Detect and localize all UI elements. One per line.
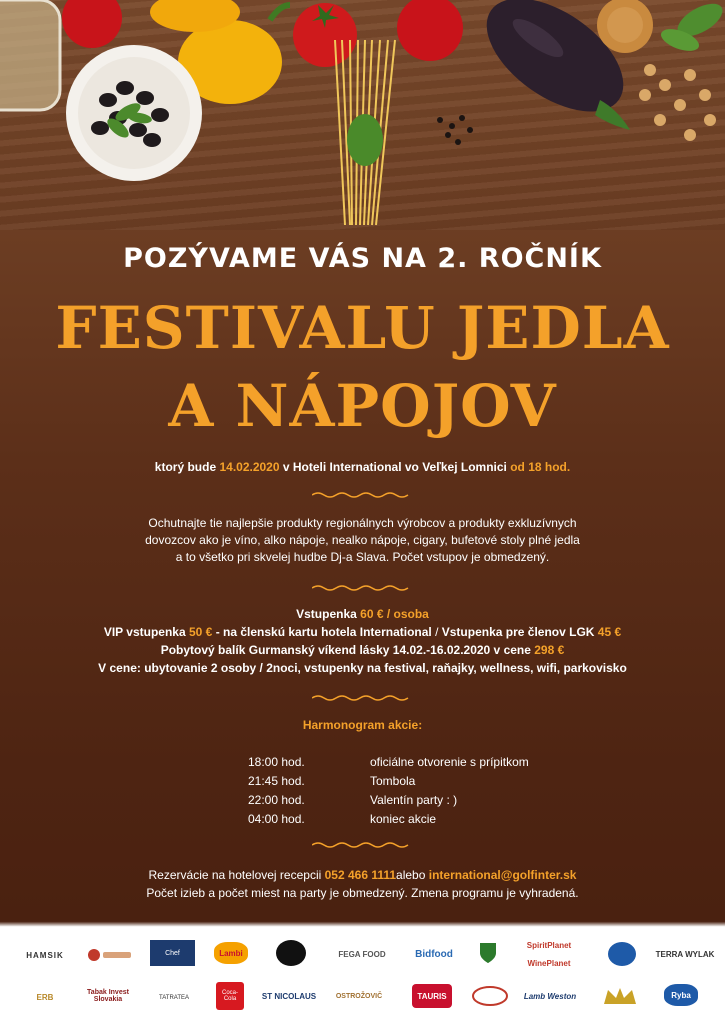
ticket-standard-label: Vstupenka bbox=[296, 607, 361, 621]
sponsor-logo: Ryba bbox=[664, 984, 698, 1006]
reservation-or: alebo bbox=[396, 868, 429, 882]
ticket-lgk-price: 45 € bbox=[597, 625, 622, 639]
sponsor-logo-icon bbox=[470, 984, 510, 1008]
schedule-time: 18:00 hod. bbox=[248, 755, 305, 769]
sponsor-logo: TERRA WYLAK bbox=[655, 949, 715, 959]
description-line: dovozcov ako je víno, alko nápoje, nealko nápoje, cigary, bufetové stoly plné jedla bbox=[145, 533, 580, 547]
ticket-info bbox=[0, 605, 725, 677]
sponsor-logo: ST NICOLAUS bbox=[261, 991, 317, 1001]
sponsor-logo: FEGA FOOD bbox=[338, 949, 386, 959]
sponsor-logo: OSTROŽOVIČ bbox=[335, 992, 383, 1000]
crown-icon bbox=[600, 984, 640, 1008]
sponsor-logo: Lamb Weston bbox=[523, 991, 577, 1001]
sponsor-logo: Tabak Invest Slovakia bbox=[87, 989, 129, 1003]
schedule-row bbox=[248, 755, 568, 774]
wave-divider bbox=[312, 491, 412, 499]
sponsor-logo: Bidfood bbox=[415, 948, 453, 960]
schedule-title: Harmonogram akcie: bbox=[302, 718, 423, 732]
description-line: Ochutnajte tie najlepšie produkty regionálnych výrobcov a produkty exkluzívnych bbox=[148, 516, 577, 530]
email-link[interactable]: international@golfinter.sk bbox=[428, 868, 577, 882]
event-title-line2: A NÁPOJOV bbox=[168, 372, 557, 440]
schedule-event: koniec akcie bbox=[370, 812, 437, 826]
info-prefix: ktorý bude bbox=[154, 460, 220, 474]
sponsor-logo: HAMSIK bbox=[26, 950, 64, 960]
schedule-list bbox=[248, 755, 568, 831]
info-venue: v Hoteli International vo Veľkej Lomnici bbox=[279, 460, 511, 474]
wave-divider bbox=[312, 841, 412, 849]
ticket-standard bbox=[0, 605, 725, 623]
schedule-event: oficiálne otvorenie s prípitkom bbox=[370, 755, 529, 769]
sponsor-logo: Chef bbox=[150, 940, 195, 966]
sponsor-logo: Coca-Cola bbox=[216, 982, 244, 1010]
reservation-line bbox=[0, 866, 725, 884]
phone-number[interactable]: 052 466 1111 bbox=[324, 868, 397, 882]
schedule-event: Tombola bbox=[370, 774, 416, 788]
wave-divider bbox=[312, 584, 412, 592]
sponsor-logo: Lambi bbox=[214, 942, 248, 964]
event-time: od 18 hod. bbox=[510, 460, 571, 474]
ticket-package-label: Pobytový balík Gurmanský víkend lásky 14.02.-16.02.2020 v cene bbox=[160, 643, 535, 657]
wave-divider bbox=[312, 694, 412, 702]
ticket-vip-label: VIP vstupenka bbox=[103, 625, 189, 639]
schedule-time: 04:00 hod. bbox=[248, 812, 305, 826]
ticket-standard-price: 60 € / osoba bbox=[360, 607, 429, 621]
capacity-note: Počet izieb a počet miest na party je obmedzený. Zmena programu je vyhradená. bbox=[146, 886, 579, 900]
description-line: a to všetko pri skvelej hudbe Dj-a Slava. Počet vstupov je obmedzený. bbox=[175, 550, 550, 564]
sponsor-logo: TATRATEA bbox=[159, 995, 189, 1001]
sponsor-logo-icon bbox=[608, 942, 636, 966]
schedule-time: 22:00 hod. bbox=[248, 793, 305, 807]
schedule-time: 21:45 hod. bbox=[248, 774, 305, 788]
ticket-lgk-label: Vstupenka pre členov LGK bbox=[438, 625, 598, 639]
sponsor-logo: WinePlanet bbox=[527, 958, 571, 968]
ticket-includes: V cene: ubytovanie 2 osoby / 2noci, vstupenky na festival, raňajky, wellness, wifi, parkovisko bbox=[98, 661, 627, 675]
schedule-event: Valentín party : ) bbox=[370, 793, 458, 807]
ticket-package-price: 298 € bbox=[534, 643, 565, 657]
sponsor-logo: TAURIS bbox=[412, 984, 452, 1008]
sponsor-logos bbox=[0, 928, 725, 1024]
schedule-row bbox=[248, 793, 568, 812]
event-description bbox=[0, 515, 725, 566]
event-title-line1: FESTIVALU JEDLA bbox=[55, 294, 670, 362]
ticket-package bbox=[0, 641, 725, 659]
food-photo bbox=[0, 0, 725, 230]
ticket-separator: / bbox=[435, 625, 439, 639]
schedule-row bbox=[248, 812, 568, 831]
sponsor-logo-icon bbox=[276, 940, 306, 966]
ticket-vip-price: 50 € bbox=[189, 625, 213, 639]
contact-info bbox=[0, 866, 725, 902]
sponsor-logo: ERB bbox=[36, 992, 54, 1002]
event-date: 14.02.2020 bbox=[219, 460, 280, 474]
ticket-vip-note: - na členskú kartu hotela International bbox=[212, 625, 436, 639]
reservation-prefix: Rezervácie na hotelovej recepcii bbox=[148, 868, 325, 882]
ticket-vip bbox=[0, 623, 725, 641]
sponsor-logo: SpiritPlanet bbox=[526, 940, 572, 950]
schedule-row bbox=[248, 774, 568, 793]
shield-icon bbox=[478, 942, 498, 964]
event-info bbox=[0, 460, 725, 474]
invitation-subtitle: POZÝVAME VÁS NA 2. ROČNÍK bbox=[123, 243, 602, 274]
sponsor-logo-icon bbox=[85, 944, 135, 966]
